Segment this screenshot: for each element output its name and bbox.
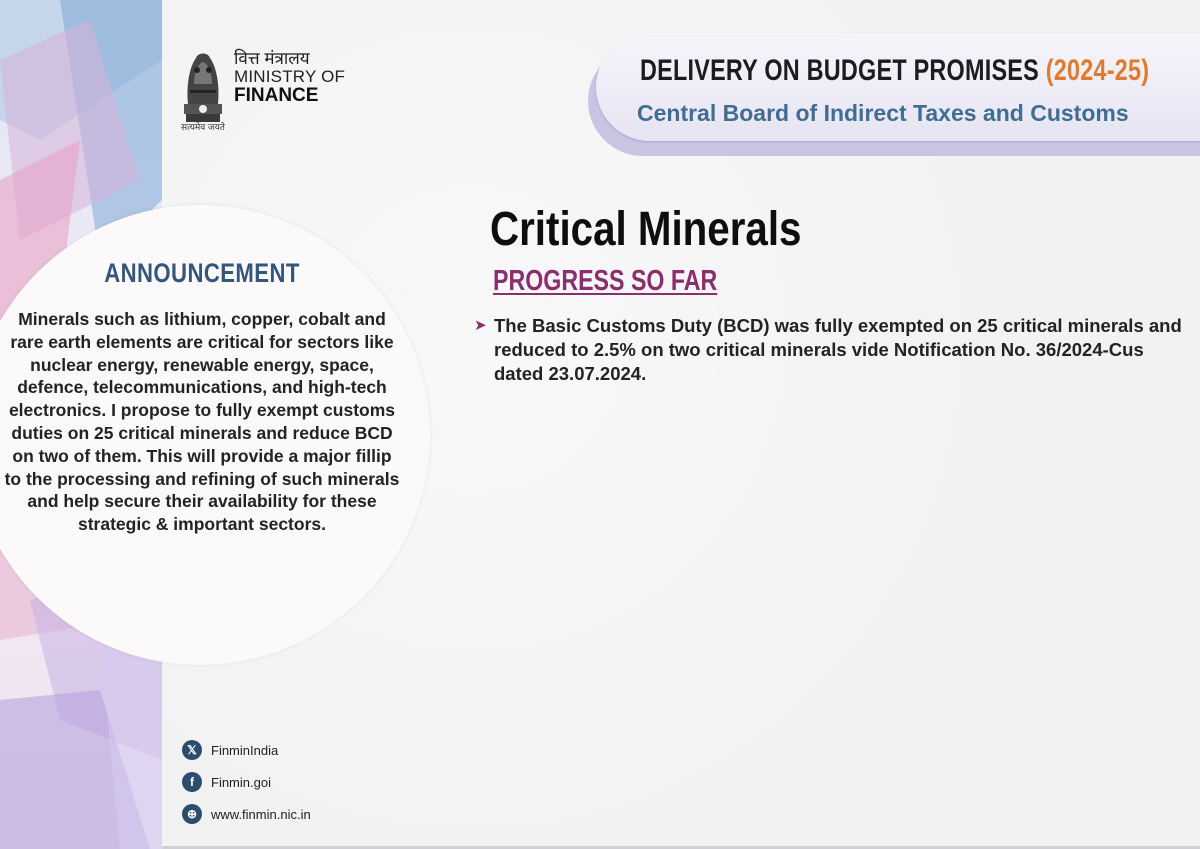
ministry-name-line2: FINANCE	[234, 84, 319, 106]
globe-icon: ⊕	[182, 804, 202, 824]
x-icon: 𝕏	[182, 740, 202, 760]
header-title	[640, 54, 1149, 88]
announcement-title: ANNOUNCEMENT	[104, 258, 300, 288]
progress-bullet	[474, 314, 1184, 386]
progress-heading: PROGRESS SO FAR	[493, 265, 718, 297]
social-x[interactable]	[182, 740, 278, 760]
header-subtitle: Central Board of Indirect Taxes and Customs	[637, 100, 1129, 126]
announcement-body: Minerals such as lithium, copper, cobalt and rare earth elements are critical for sectors like nuclear energy, renewable energy, space, defence, telecommunications, and high-tech electronics. I propose to fully exempt customs duties on 25 critical minerals and reduce BCD on two of them. This will provide a major fillip to the processing and refining of such minerals and help secure their availability for these strategic & important sectors.	[4, 309, 400, 535]
header-title-text: DELIVERY ON BUDGET PROMISES	[640, 54, 1039, 87]
social-website-label: www.finmin.nic.in	[211, 806, 311, 822]
page-title: Critical Minerals	[490, 203, 802, 256]
ministry-name	[234, 44, 345, 106]
social-facebook-label: Finmin.goi	[211, 774, 271, 790]
emblem-motto: सत्यमेव जयते	[181, 122, 225, 132]
facebook-icon: f	[182, 772, 202, 792]
ministry-name-line1: MINISTRY OF	[234, 66, 346, 86]
progress-bullet-text: The Basic Customs Duty (BCD) was fully exempted on 25 critical minerals and reduced to 2.5% on two critical minerals vide Notification No. 36/2024-Cus dated 23.07.2024.	[494, 315, 1182, 384]
arrow-bullet-icon: ➤	[474, 317, 487, 334]
social-x-label: FinminIndia	[211, 742, 279, 758]
ministry-hindi-name: वित्त मंत्रालय	[234, 49, 310, 68]
social-facebook[interactable]	[182, 772, 271, 792]
header-year: (2024-25)	[1045, 54, 1150, 87]
social-website[interactable]	[182, 804, 311, 824]
